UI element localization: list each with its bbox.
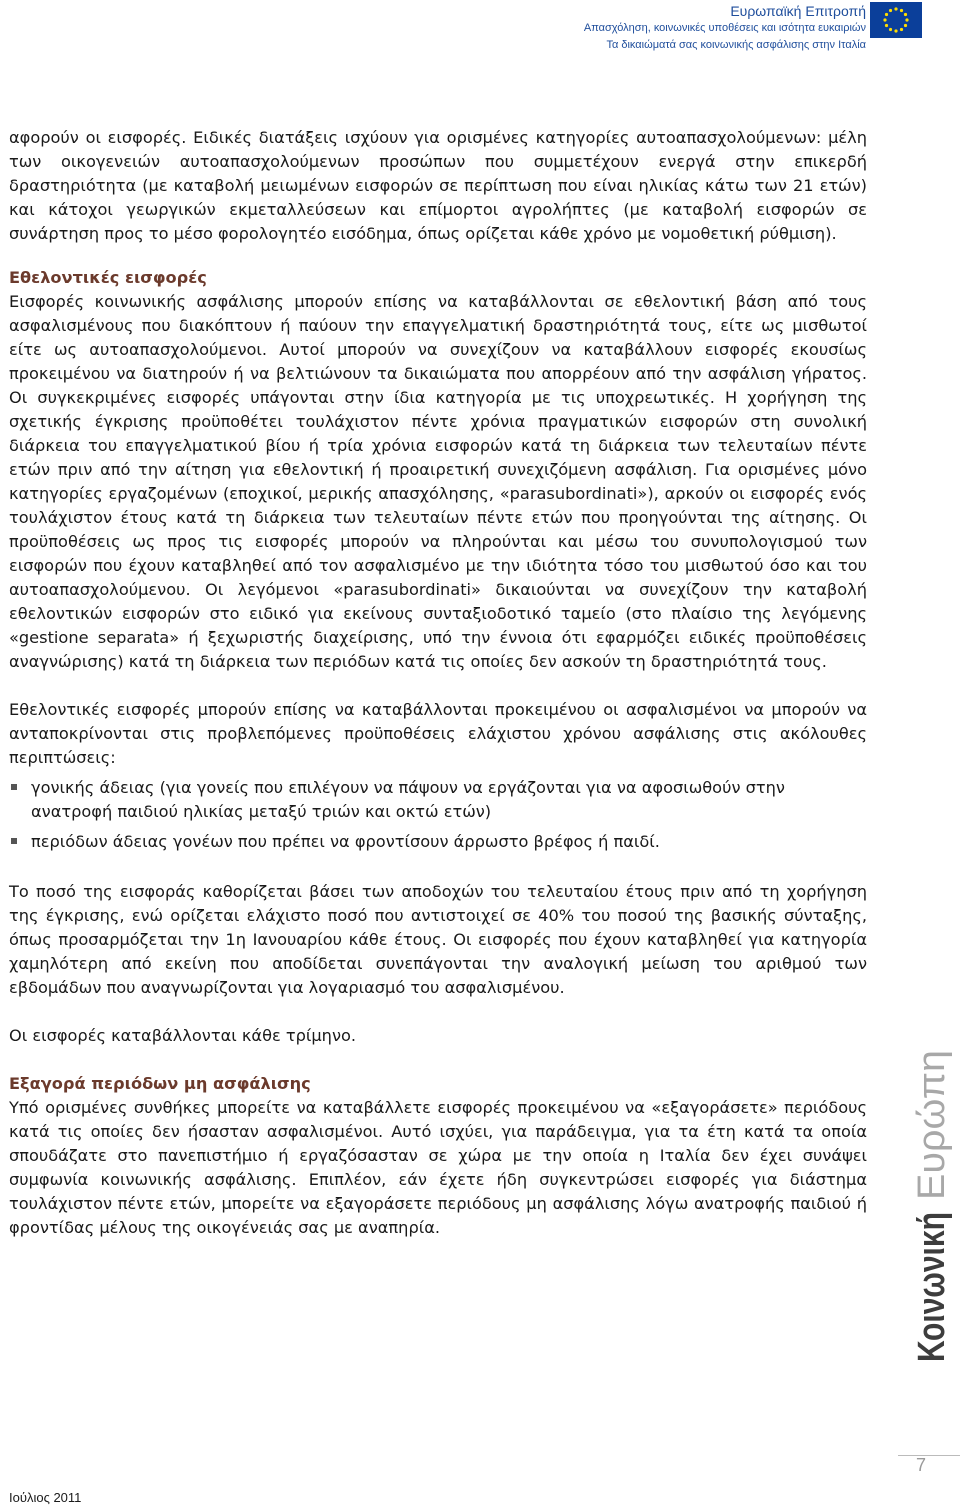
list-item [9,830,867,854]
list-item-text: περιόδων άδειας γονέων που πρέπει να φροντίσουν άρρωστο βρέφος ή παιδί. [31,832,660,851]
eu-flag-icon [870,2,922,38]
voluntary-contributions-paragraph-3: Το ποσό της εισφοράς καθορίζεται βάσει των αποδοχών του τελευταίου έτους πριν από τη χορήγηση της έγκρισης, ενώ ορίζεται ελάχιστο ποσό που αντιστοιχεί σε 40% του ποσού της βασικής σύνταξης, όπως προσαρμόζεται την 1η Ιανουαρίου κάθε έτους. Οι εισφορές που έχουν καταβληθεί για κατηγορία χαμηλότερη από εκείνη που αποδίδεται συνεπάγονται την αναλογική μείωση του αριθμού των εβδομάδων που αναγνωρίζονται για λογαριασμό του ασφαλισμένου. [9,882,867,997]
page-header [0,0,960,70]
voluntary-contributions-paragraph-2: Εθελοντικές εισφορές μπορούν επίσης να καταβάλλονται προκειμένου οι ασφαλισμένοι να μπορούν να ανταποκρίνονται στις προβλεπόμενες προϋποθέσεις ελάχιστου χρόνου ασφάλισης στις ακόλουθες περιπτώσεις: [9,700,867,767]
bullet-list [9,776,867,854]
header-organization: Ευρωπαϊκή Επιτροπή [730,3,866,19]
bullet-square-icon [11,784,17,790]
buy-back-periods-paragraph: Υπό ορισμένες συνθήκες μπορείτε να καταβάλλετε εισφορές προκειμένου να «εξαγοράσετε» περιόδους κατά τις οποίες δεν ήσασταν ασφαλισμένοι. Αυτό ισχύει, για παράδειγμα, για τα έτη κατά τα οποία σπουδάζατε στο πανεπιστήμιο ή εργαζόσασταν σε χώρα με την οποία η Ιταλία δεν έχει συνάψει συμφωνία κοινωνικής ασφάλισης. Επιπλέον, εάν έχετε ήδη συγκεντρώσει εισφορές για διάστημα τουλάχιστον πέντε ετών, μπορείτε να εξαγοράσετε περιόδους μη ασφάλισης λόγω ανατροφής παιδιού ή φροντίδας μέλους της οικογένειάς σας με αναπηρία. [9,1098,867,1237]
social-europe-vertical-logo [904,1040,960,1400]
section-heading-voluntary-contributions: Εθελοντικές εισφορές [9,268,207,287]
voluntary-contributions-paragraph-4: Οι εισφορές καταβάλλονται κάθε τρίμηνο. [9,1026,357,1045]
header-guide-title: Τα δικαιώματά σας κοινωνικής ασφάλισης στην Ιταλία [606,39,866,51]
brand-word-koinoniki: Κοινωνική [911,1172,953,1362]
intro-paragraph: αφορούν οι εισφορές. Ειδικές διατάξεις ισχύουν για ορισμένες κατηγορίες αυτοαπασχολούμενων: μέλη των οικογενειών αυτοαπασχολούμενων προσώπων που συμμετέχουν ενεργά στην επικερδή δραστηριότητα (με καταβολή μειωμένων εισφορών σε περίπτωση που είναι ηλικίας κάτω των 21 ετών) και κάτοχοι γεωργικών εκμεταλλεύσεων και επίμορτοι αγρολήπτες (με καταβολή εισφορών σε συνάρτηση προς το μέσο φορολογητέο εισόδημα, όπως ορίζεται κάθε χρόνο με νομοθετική ρύθμιση). [9,128,867,243]
page-number: 7 [915,1455,926,1475]
header-text-block [584,3,866,54]
list-item [9,776,867,824]
main-content [9,126,867,1240]
bullet-square-icon [11,838,17,844]
footer-divider [898,1455,960,1456]
voluntary-contributions-paragraph-1: Εισφορές κοινωνικής ασφάλισης μπορούν επίσης να καταβάλλονται σε εθελοντική βάση από τους ασφαλισμένους που διακόπτουν ή παύουν την επαγγελματική δραστηριότητά τους, είτε ως μισθωτοί είτε ως αυτοαπασχολούμενοι. Αυτοί μπορούν να συνεχίζουν να καταβάλλουν εισφορές εκουσίως προκειμένου να διατηρούν ή να βελτιώνουν τα δικαιώματα που απορρέουν από την ασφάλιση γήρατος. Οι συγκεκριμένες εισφορές υπάγονται στην ίδια κατηγορία με τις υποχρεωτικές. Η χορήγηση της σχετικής έγκρισης προϋποθέτει τουλάχιστον πέντε χρόνια πραγματικών εισφορών στη συνολική διάρκεια του επαγγελματικού βίου ή τρία χρόνια εισφορών κατά τη διάρκεια των τελευταίων πέντε ετών πριν από την αίτηση για εθελοντική ή προαιρετική συνεχιζόμενη ασφάλιση. Για ορισμένες μόνο κατηγορίες εργαζομένων (εποχικοί, μερικής απασχόλησης, «parasubordinati»), αρκούν οι εισφορές ενός τουλάχιστον έτους κατά τη διάρκεια των τελευταίων πέντε ετών που προηγούνται της αίτησης. Οι προϋποθέσεις ως προς τις εισφορές μπορούν να πληρούνται και μέσω του συνυπολογισμού των εισφορών που έχουν καταβληθεί από τον ασφαλισμένο με την ιδιότητα τόσο του μισθωτού όσο και του αυτοαπασχολούμενου. Οι λεγόμενοι «parasubordinati» δικαιούνται να συνεχίζουν την καταβολή εθελοντικών εισφορών στο ειδικό για εκείνους συνταξιοδοτικό ταμείο (στο πλαίσιο της λεγόμενης «gestione separata» ή ξεχωριστής διαχείρισης, υπό την έννοια ότι εφαρμόζει ειδικές προϋποθέσεις αναγνώρισης) κατά τη διάρκεια των περιόδων κατά τις οποίες δεν ασκούν τη δραστηριότητά τους. [9,292,867,671]
list-item-text: γονικής άδειας (για γονείς που επιλέγουν να πάψουν να εργάζονται για να αφοσιωθούν στην ανατροφή παιδιού ηλικίας μεταξύ τριών και οκτώ ετών) [31,778,785,821]
footer-date: Ιούλιος 2011 [9,1490,82,1505]
section-heading-buy-back-periods: Εξαγορά περιόδων μη ασφάλισης [9,1074,311,1093]
eu-stars-icon [870,2,922,38]
header-department: Απασχόληση, κοινωνικές υποθέσεις και ισότητα ευκαιριών [583,22,866,34]
brand-word-evropi: Ευρώπη [911,1055,953,1200]
